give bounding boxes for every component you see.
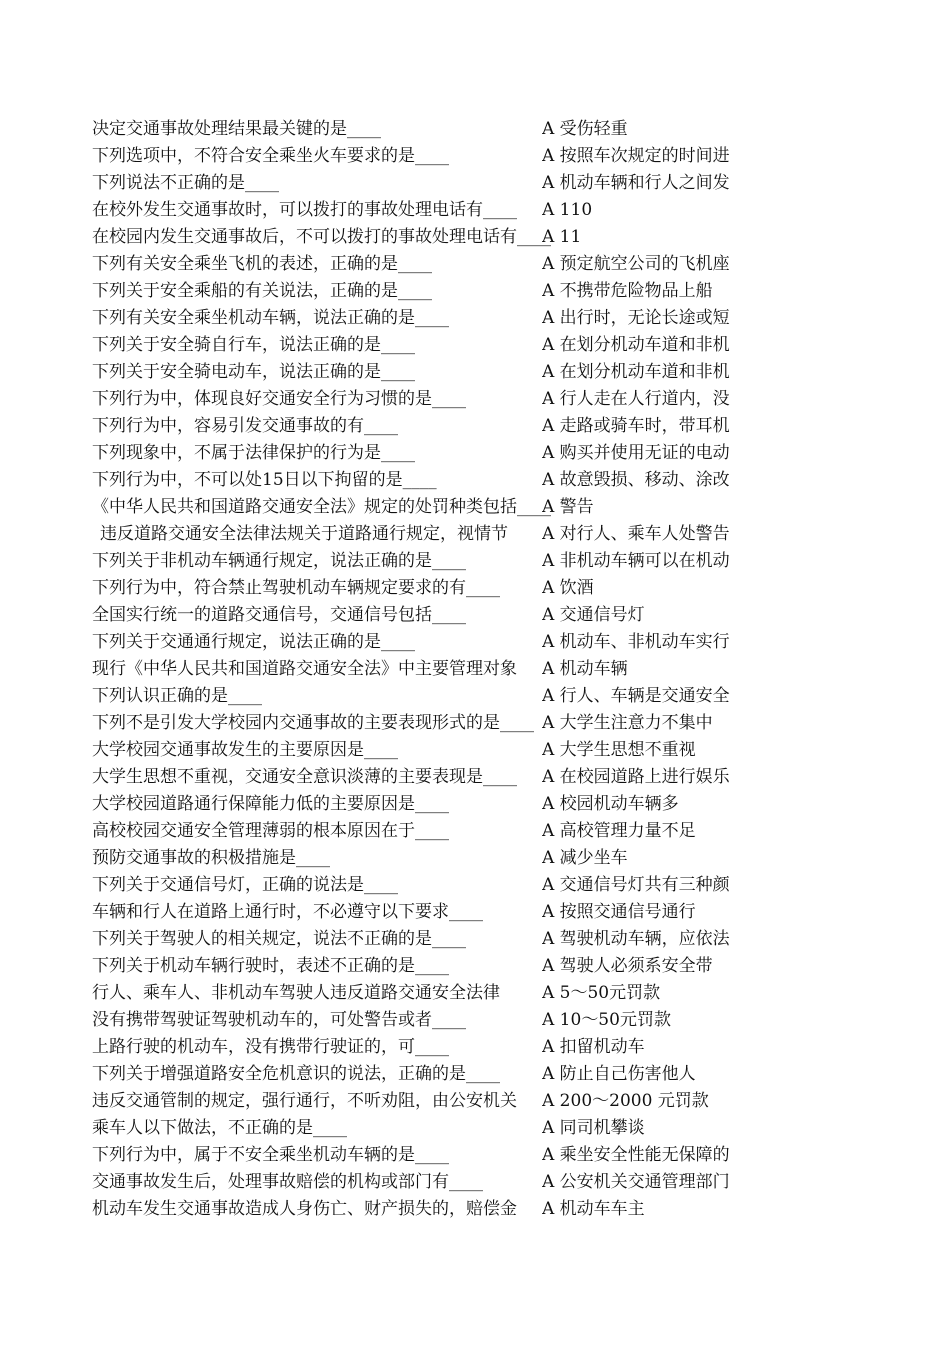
question-row [92, 602, 792, 629]
answer-option-a: A 故意毁损、移动、涂改 [542, 470, 730, 490]
answer-option-a: A 不携带危险物品上船 [542, 281, 713, 301]
answer-option-a: A 交通信号灯共有三种颜 [542, 875, 730, 895]
answer-option-a: A 机动车辆 [542, 659, 628, 679]
question-text: 下列说法不正确的是____ [92, 173, 279, 193]
answer-option-a: A 大学生注意力不集中 [542, 713, 713, 733]
question-text: 交通事故发生后，处理事故赔偿的机构或部门有____ [92, 1172, 483, 1192]
question-text: 下列关于安全乘船的有关说法，正确的是____ [92, 281, 432, 301]
question-row [92, 170, 792, 197]
answer-option-a: A 出行时，无论长途或短 [542, 308, 730, 328]
answer-option-a: A 在校园道路上进行娱乐 [542, 767, 730, 787]
question-text: 下列现象中，不属于法律保护的行为是____ [92, 443, 415, 463]
answer-option-a: A 购买并使用无证的电动 [542, 443, 730, 463]
question-list [92, 116, 792, 1223]
question-row [92, 629, 792, 656]
question-text: 违反交通管制的规定，强行通行，不听劝阻，由公安机关 [92, 1091, 517, 1111]
question-row [92, 1169, 792, 1196]
question-text: 下列认识正确的是____ [92, 686, 262, 706]
question-text: 违反道路交通安全法律法规关于道路通行规定，视情节 [100, 524, 508, 544]
answer-option-a: A 10～50元罚款 [542, 1010, 671, 1030]
answer-option-a: A 行人走在人行道内，没 [542, 389, 730, 409]
answer-option-a: A 警告 [542, 497, 594, 517]
question-text: 下列不是引发大学校园内交通事故的主要表现形式的是____ [92, 713, 534, 733]
question-row [92, 845, 792, 872]
question-text: 决定交通事故处理结果最关键的是____ [92, 119, 381, 139]
question-text: 下列选项中，不符合安全乘坐火车要求的是____ [92, 146, 449, 166]
answer-option-a: A 按照交通信号通行 [542, 902, 696, 922]
answer-option-a: A 在划分机动车道和非机 [542, 335, 730, 355]
question-text: 上路行驶的机动车，没有携带行驶证的，可____ [92, 1037, 449, 1057]
question-row [92, 872, 792, 899]
question-row [92, 359, 792, 386]
answer-option-a: A 受伤轻重 [542, 119, 628, 139]
question-row [92, 575, 792, 602]
answer-option-a: A 走路或骑车时，带耳机 [542, 416, 730, 436]
question-text: 行人、乘车人、非机动车驾驶人违反道路交通安全法律 [92, 983, 500, 1003]
question-text: 下列关于交通信号灯，正确的说法是____ [92, 875, 398, 895]
question-text: 高校校园交通安全管理薄弱的根本原因在于____ [92, 821, 449, 841]
question-row [92, 791, 792, 818]
question-text: 全国实行统一的道路交通信号，交通信号包括____ [92, 605, 466, 625]
answer-option-a: A 机动车车主 [542, 1199, 645, 1219]
answer-option-a: A 11 [542, 227, 582, 247]
question-row [92, 305, 792, 332]
answer-option-a: A 驾驶人必须系安全带 [542, 956, 713, 976]
question-row [92, 1088, 792, 1115]
answer-option-a: A 非机动车辆可以在机动 [542, 551, 730, 571]
question-text: 下列关于非机动车辆通行规定，说法正确的是____ [92, 551, 466, 571]
answer-option-a: A 行人、车辆是交通安全 [542, 686, 730, 706]
question-row [92, 737, 792, 764]
answer-option-a: A 公安机关交通管理部门 [542, 1172, 730, 1192]
answer-option-a: A 扣留机动车 [542, 1037, 645, 1057]
question-row [92, 818, 792, 845]
question-row [92, 1034, 792, 1061]
question-row [92, 224, 792, 251]
answer-option-a: A 交通信号灯 [542, 605, 645, 625]
question-text: 车辆和行人在道路上通行时，不必遵守以下要求____ [92, 902, 483, 922]
question-text: 下列关于驾驶人的相关规定，说法不正确的是____ [92, 929, 466, 949]
question-row [92, 683, 792, 710]
question-text: 下列关于增强道路安全危机意识的说法，正确的是____ [92, 1064, 500, 1084]
question-row [92, 656, 792, 683]
question-text: 下列关于安全骑自行车，说法正确的是____ [92, 335, 415, 355]
question-row [92, 1142, 792, 1169]
question-text: 下列关于机动车辆行驶时，表述不正确的是____ [92, 956, 449, 976]
question-row [92, 386, 792, 413]
question-text: 下列行为中，属于不安全乘坐机动车辆的是____ [92, 1145, 449, 1165]
answer-option-a: A 在划分机动车道和非机 [542, 362, 730, 382]
question-text: 下列行为中，不可以处15日以下拘留的是____ [92, 470, 437, 490]
question-row [92, 278, 792, 305]
question-row [92, 710, 792, 737]
question-text: 没有携带驾驶证驾驶机动车的，可处警告或者____ [92, 1010, 466, 1030]
question-row [92, 1115, 792, 1142]
question-row [92, 1061, 792, 1088]
question-row [92, 116, 792, 143]
question-row [92, 413, 792, 440]
question-text: 大学生思想不重视，交通安全意识淡薄的主要表现是____ [92, 767, 517, 787]
answer-option-a: A 对行人、乘车人处警告 [542, 524, 730, 544]
question-row [92, 467, 792, 494]
question-row [92, 521, 792, 548]
question-row [92, 953, 792, 980]
question-row [92, 980, 792, 1007]
question-text: 在校园内发生交通事故后，不可以拨打的事故处理电话有____ [92, 227, 551, 247]
question-text: 大学校园交通事故发生的主要原因是____ [92, 740, 398, 760]
answer-option-a: A 机动车、非机动车实行 [542, 632, 730, 652]
question-text: 下列行为中，符合禁止驾驶机动车辆规定要求的有____ [92, 578, 500, 598]
answer-option-a: A 饮酒 [542, 578, 594, 598]
answer-option-a: A 按照车次规定的时间进 [542, 146, 730, 166]
question-row [92, 440, 792, 467]
question-row [92, 926, 792, 953]
answer-option-a: A 5～50元罚款 [542, 983, 661, 1003]
answer-option-a: A 大学生思想不重视 [542, 740, 696, 760]
question-text: 《中华人民共和国道路交通安全法》规定的处罚种类包括____ [92, 497, 551, 517]
question-text: 乘车人以下做法，不正确的是____ [92, 1118, 347, 1138]
question-text: 下列关于安全骑电动车，说法正确的是____ [92, 362, 415, 382]
question-text: 现行《中华人民共和国道路交通安全法》中主要管理对象 [92, 659, 517, 679]
question-text: 大学校园道路通行保障能力低的主要原因是____ [92, 794, 449, 814]
question-row [92, 1007, 792, 1034]
answer-option-a: A 200～2000 元罚款 [542, 1091, 709, 1111]
answer-option-a: A 高校管理力量不足 [542, 821, 696, 841]
question-text: 下列行为中，体现良好交通安全行为习惯的是____ [92, 389, 466, 409]
question-row [92, 764, 792, 791]
answer-option-a: A 110 [542, 200, 593, 220]
question-text: 下列有关安全乘坐飞机的表述，正确的是____ [92, 254, 432, 274]
question-row [92, 332, 792, 359]
question-text: 机动车发生交通事故造成人身伤亡、财产损失的，赔偿金 [92, 1199, 517, 1219]
question-row [92, 1196, 792, 1223]
question-text: 下列有关安全乘坐机动车辆，说法正确的是____ [92, 308, 449, 328]
question-row [92, 548, 792, 575]
question-row [92, 899, 792, 926]
answer-option-a: A 驾驶机动车辆，应依法 [542, 929, 730, 949]
answer-option-a: A 预定航空公司的飞机座 [542, 254, 730, 274]
answer-option-a: A 减少坐车 [542, 848, 628, 868]
question-row [92, 143, 792, 170]
answer-option-a: A 机动车辆和行人之间发 [542, 173, 730, 193]
question-text: 下列行为中，容易引发交通事故的有____ [92, 416, 398, 436]
answer-option-a: A 校园机动车辆多 [542, 794, 679, 814]
question-text: 在校外发生交通事故时，可以拨打的事故处理电话有____ [92, 200, 517, 220]
answer-option-a: A 同司机攀谈 [542, 1118, 645, 1138]
question-row [92, 494, 792, 521]
answer-option-a: A 防止自己伤害他人 [542, 1064, 696, 1084]
question-row [92, 251, 792, 278]
question-text: 预防交通事故的积极措施是____ [92, 848, 330, 868]
question-text: 下列关于交通通行规定，说法正确的是____ [92, 632, 415, 652]
question-row [92, 197, 792, 224]
answer-option-a: A 乘坐安全性能无保障的 [542, 1145, 730, 1165]
